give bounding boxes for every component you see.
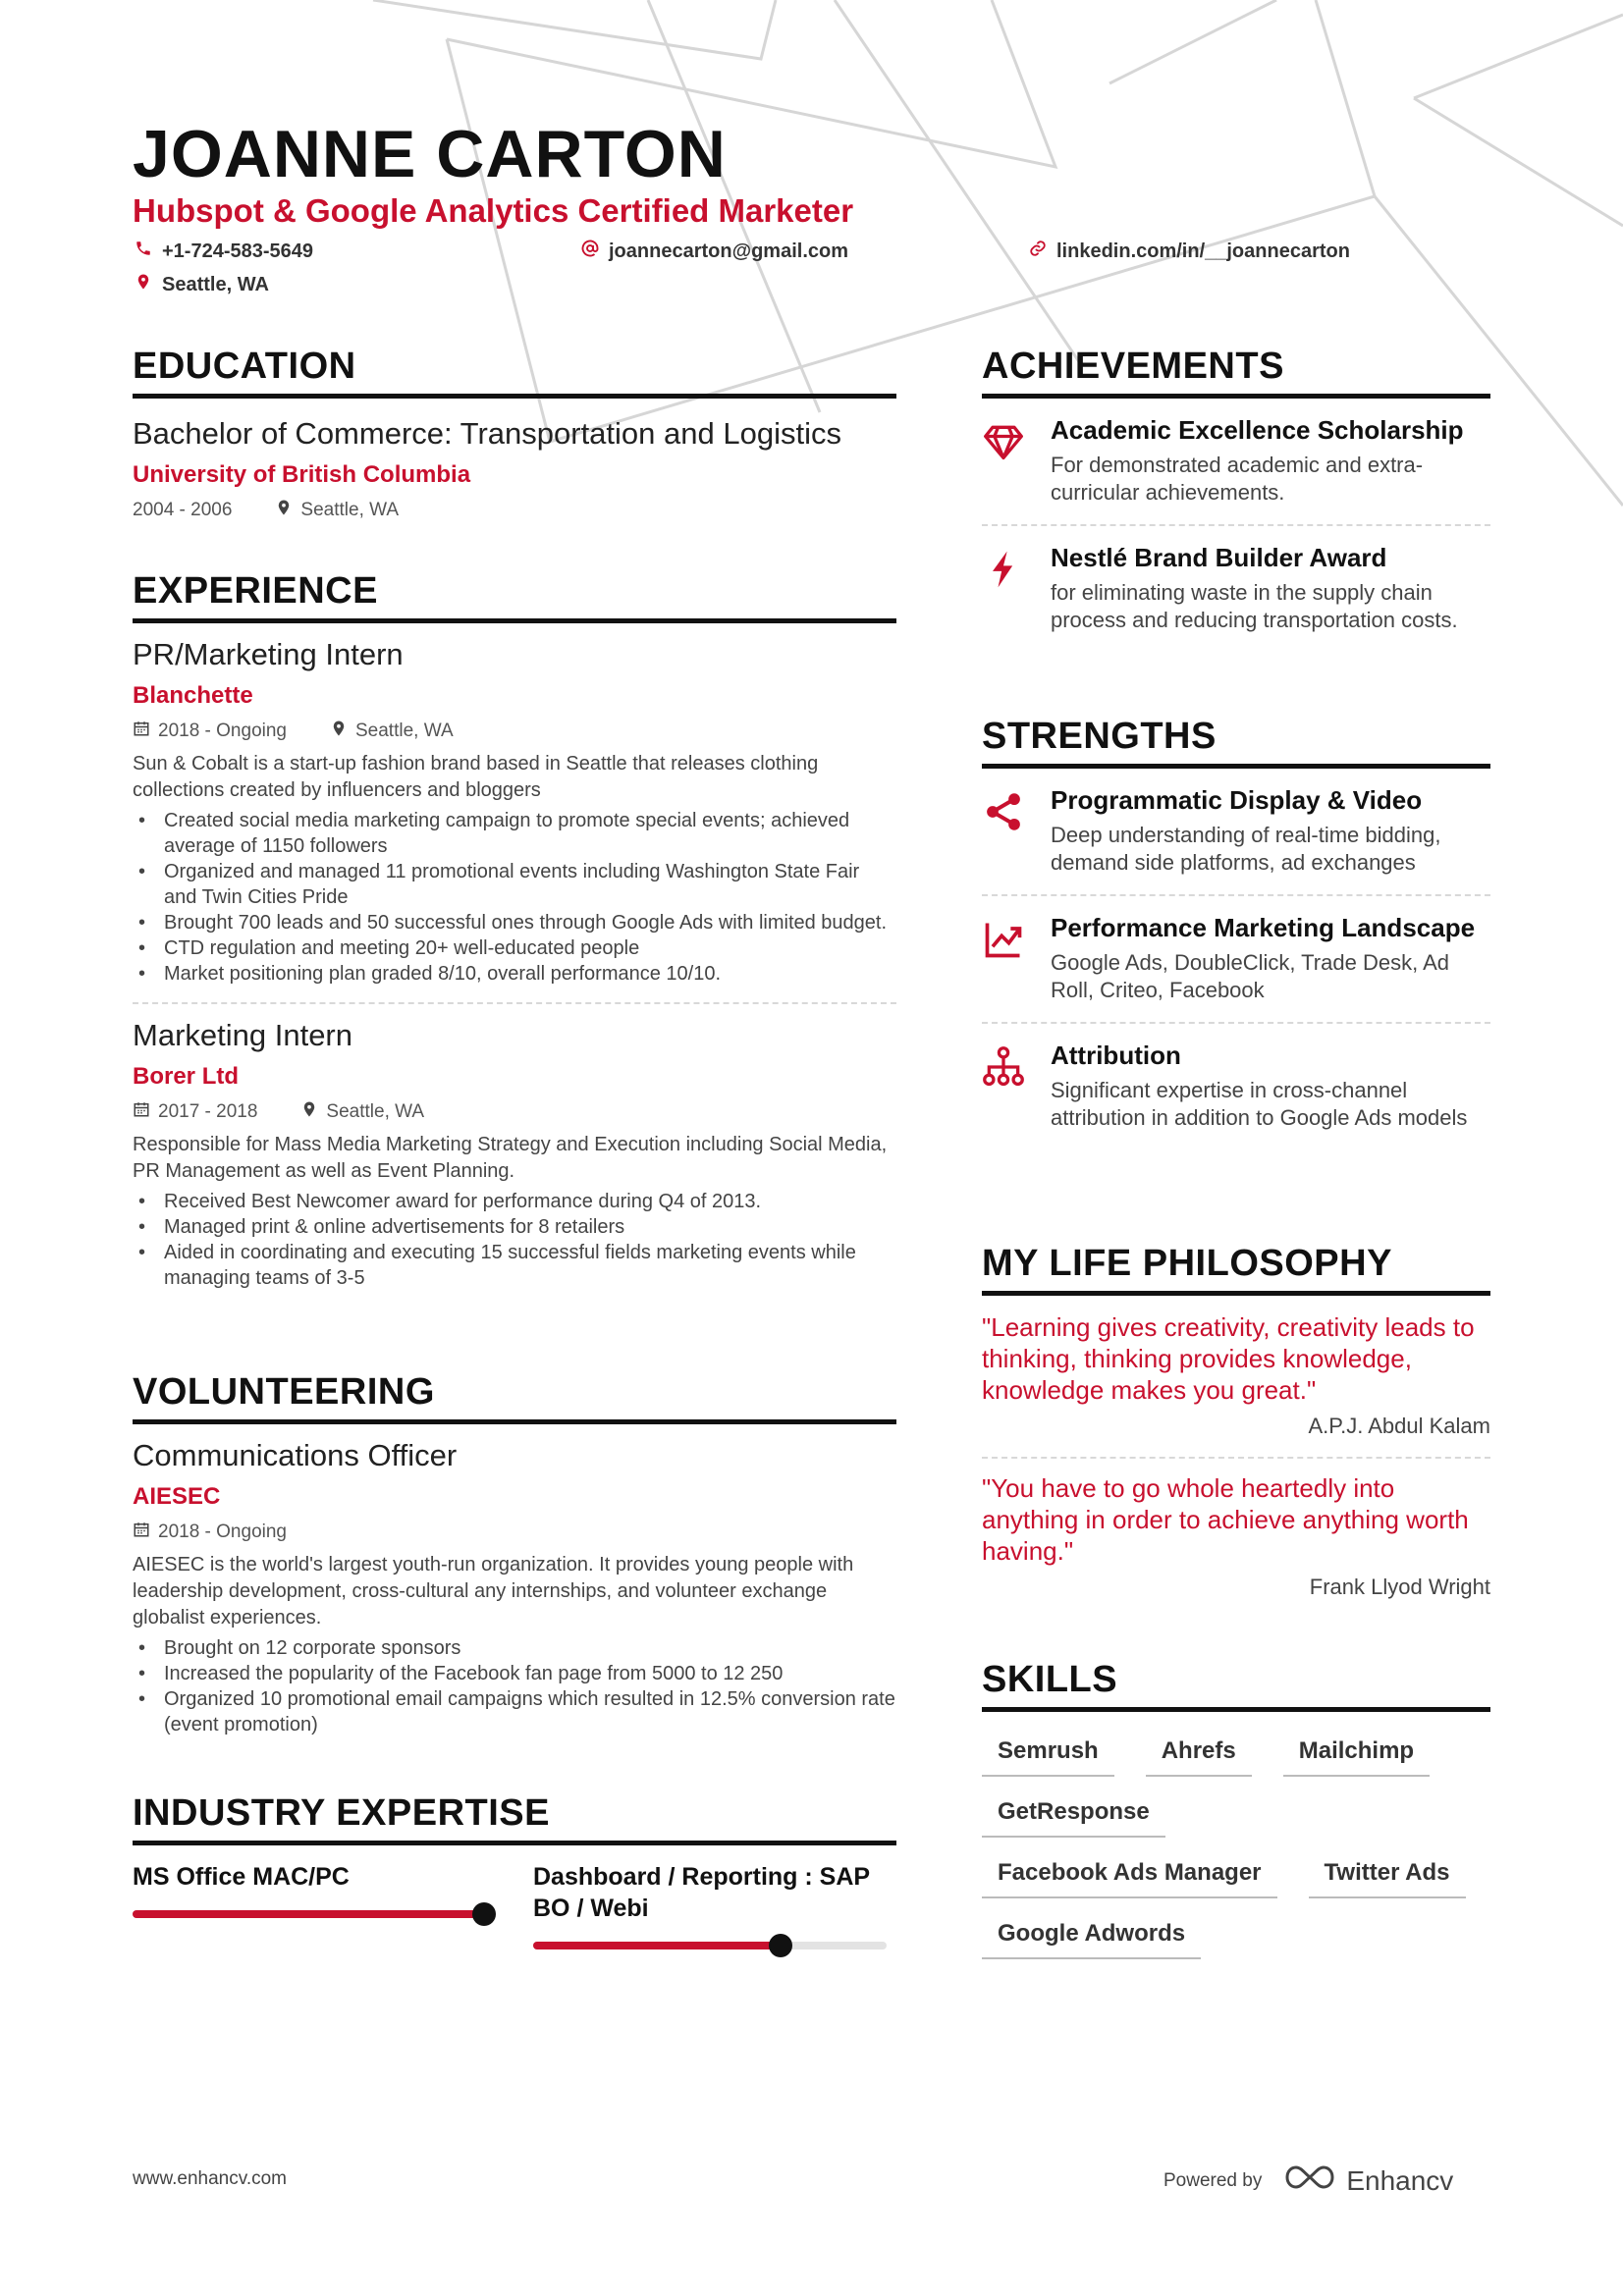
achievement-title: Academic Excellence Scholarship xyxy=(1051,415,1464,445)
bullet-item: • Organized and managed 11 promotional events including Washington State Fair and Twin Cities Pride xyxy=(133,859,896,910)
experience-section xyxy=(133,570,896,1291)
diamond-icon xyxy=(982,451,1025,467)
divider xyxy=(982,524,1490,526)
philosophy-section xyxy=(982,1243,1490,1600)
expertise-item xyxy=(533,1861,887,1949)
strength-title: Programmatic Display & Video xyxy=(1051,785,1423,815)
volunteer-org: AIESEC xyxy=(133,1483,221,1510)
school-name: University of British Columbia xyxy=(133,461,471,488)
job-location: Seattle, WA xyxy=(355,721,454,741)
hierarchy-icon xyxy=(982,1076,1025,1093)
achievement-description: for eliminating waste in the supply chain process and reducing transportation costs. xyxy=(1051,580,1458,632)
chart-line-icon xyxy=(982,948,1025,965)
quote-author: A.P.J. Abdul Kalam xyxy=(1308,1414,1490,1438)
bullet-item: • Increased the popularity of the Facebook fan page from 5000 to 12 250 xyxy=(133,1661,896,1686)
brand-name: Enhancv xyxy=(1346,2164,1454,2196)
divider xyxy=(982,1457,1490,1459)
bullet-item: • CTD regulation and meeting 20+ well-educated people xyxy=(133,935,896,961)
phone-text: +1-724-583-5649 xyxy=(162,240,314,262)
calendar-icon xyxy=(133,1521,150,1544)
education-meta xyxy=(133,499,896,522)
email-text: joannecarton@gmail.com xyxy=(609,240,848,262)
divider xyxy=(982,894,1490,896)
skill-tag: GetResponse xyxy=(982,1798,1165,1838)
skill-tag: Google Adwords xyxy=(982,1920,1201,1959)
strength-title: Attribution xyxy=(1051,1041,1181,1070)
skill-tag: Ahrefs xyxy=(1146,1737,1252,1777)
achievement-title: Nestlé Brand Builder Award xyxy=(1051,543,1387,572)
bullet-item: • Managed print & online advertisements for 8 retailers xyxy=(133,1214,896,1240)
expertise-label: MS Office MAC/PC xyxy=(133,1863,350,1891)
job-description: Sun & Cobalt is a start-up fashion brand based in Seattle that releases clothing collections created by influencers and bloggers xyxy=(133,753,819,801)
strength-item xyxy=(982,1040,1490,1132)
expertise-bar-fill xyxy=(133,1910,484,1918)
calendar-icon xyxy=(133,720,150,743)
skill-tag: Facebook Ads Manager xyxy=(982,1859,1277,1898)
strength-description: Deep understanding of real-time bidding, demand side platforms, ad exchanges xyxy=(1051,823,1441,875)
job-dates: 2017 - 2018 xyxy=(158,1101,258,1122)
divider xyxy=(982,1022,1490,1024)
strengths-heading: STRENGTHS xyxy=(982,716,1490,769)
expertise-item xyxy=(133,1861,484,1949)
job-entry xyxy=(133,1018,896,1291)
job-meta xyxy=(133,1100,896,1124)
education-dates: 2004 - 2006 xyxy=(133,500,233,520)
candidate-title: Hubspot & Google Analytics Certified Marketer xyxy=(133,192,854,229)
link-icon xyxy=(1029,240,1047,263)
volunteer-role: Communications Officer xyxy=(133,1438,458,1472)
achievement-item xyxy=(982,542,1490,634)
strength-title: Performance Marketing Landscape xyxy=(1051,913,1476,942)
job-company: Blanchette xyxy=(133,682,253,709)
achievements-heading: ACHIEVEMENTS xyxy=(982,346,1490,399)
strength-item xyxy=(982,784,1490,877)
at-icon xyxy=(581,240,599,263)
linkedin-text: linkedin.com/in/__joannecarton xyxy=(1056,240,1350,262)
job-bullets xyxy=(133,1189,896,1291)
job-dates: 2018 - Ongoing xyxy=(158,721,287,741)
divider xyxy=(133,1002,896,1004)
volunteer-description: AIESEC is the world's largest youth-run organization. It provides young people with leadership development, cross-cultural any internships, and volunteer exchange globalist experiences. xyxy=(133,1554,854,1629)
volunteering-section xyxy=(133,1371,896,1737)
phone-icon xyxy=(135,240,152,263)
strength-description: Google Ads, DoubleClick, Trade Desk, Ad Roll, Criteo, Facebook xyxy=(1051,950,1449,1002)
expertise-bar-knob xyxy=(769,1934,792,1957)
strengths-section xyxy=(982,716,1490,1132)
bullet-item: • Organized 10 promotional email campaigns which resulted in 12.5% conversion rate (event promotion) xyxy=(133,1686,896,1737)
skill-tag: Twitter Ads xyxy=(1309,1859,1466,1898)
industry-expertise-section xyxy=(133,1792,896,1949)
skills-heading: SKILLS xyxy=(982,1659,1490,1712)
bullet-item: • Market positioning plan graded 8/10, overall performance 10/10. xyxy=(133,961,896,987)
job-bullets xyxy=(133,808,896,987)
skill-tag: Mailchimp xyxy=(1283,1737,1430,1777)
bullet-item: • Brought on 12 corporate sponsors xyxy=(133,1635,896,1661)
enhancv-logo-icon xyxy=(1283,2163,1336,2199)
skill-tag: Semrush xyxy=(982,1737,1114,1777)
strength-description: Significant expertise in cross-channel attribution in addition to Google Ads models xyxy=(1051,1078,1468,1130)
footer-brand[interactable] xyxy=(1163,2163,1453,2199)
strength-item xyxy=(982,912,1490,1004)
location-text: Seattle, WA xyxy=(162,273,269,295)
calendar-icon xyxy=(133,1100,150,1124)
job-role: PR/Marketing Intern xyxy=(133,637,404,671)
job-company: Borer Ltd xyxy=(133,1063,239,1090)
job-meta xyxy=(133,720,896,743)
education-heading: EDUCATION xyxy=(133,346,896,399)
expertise-bar xyxy=(533,1942,887,1949)
phone-contact[interactable] xyxy=(135,240,313,263)
job-role: Marketing Intern xyxy=(133,1018,352,1052)
bullet-item: • Aided in coordinating and executing 15 successful fields marketing events while managing teams of 3-5 xyxy=(133,1240,896,1291)
achievement-item xyxy=(982,414,1490,507)
location-pin-icon xyxy=(300,1100,318,1124)
degree: Bachelor of Commerce: Transportation and Logistics xyxy=(133,416,841,451)
quote-author: Frank Llyod Wright xyxy=(1309,1575,1490,1599)
lightning-icon xyxy=(982,578,1025,595)
industry-expertise-heading: INDUSTRY EXPERTISE xyxy=(133,1792,896,1845)
skills-list xyxy=(982,1737,1490,1959)
expertise-label: Dashboard / Reporting : SAP BO / Webi xyxy=(533,1863,870,1922)
job-entry xyxy=(133,637,896,987)
expertise-bar-knob xyxy=(472,1902,496,1926)
quote-text: "Learning gives creativity, creativity leads to thinking, thinking provides knowledge, knowledge makes you great." xyxy=(982,1312,1475,1405)
quote-item xyxy=(982,1472,1490,1600)
bullet-item: • Received Best Newcomer award for performance during Q4 of 2013. xyxy=(133,1189,896,1214)
powered-by-text: Powered by xyxy=(1163,2169,1263,2191)
volunteer-dates: 2018 - Ongoing xyxy=(158,1522,287,1542)
bullet-item: • Created social media marketing campaign to promote special events; achieved average of 1150 followers xyxy=(133,808,896,859)
education-location: Seattle, WA xyxy=(300,500,400,520)
location-pin-icon xyxy=(330,720,348,743)
volunteer-bullets xyxy=(133,1635,896,1737)
volunteering-heading: VOLUNTEERING xyxy=(133,1371,896,1424)
education-section xyxy=(133,346,896,522)
quote-text: "You have to go whole heartedly into anything in order to achieve anything worth having." xyxy=(982,1473,1469,1566)
bullet-item: • Brought 700 leads and 50 successful ones through Google Ads with limited budget. xyxy=(133,910,896,935)
email-contact[interactable] xyxy=(581,240,848,263)
location-contact xyxy=(135,273,269,296)
volunteer-meta xyxy=(133,1521,896,1544)
quote-item xyxy=(982,1311,1490,1439)
candidate-name: JOANNE CARTON xyxy=(133,117,727,191)
expertise-bar xyxy=(133,1910,484,1918)
achievement-description: For demonstrated academic and extra-curricular achievements. xyxy=(1051,453,1424,505)
linkedin-contact[interactable] xyxy=(1029,240,1350,263)
expertise-bar-fill xyxy=(533,1942,781,1949)
share-icon xyxy=(982,821,1025,837)
job-description: Responsible for Mass Media Marketing Strategy and Execution including Social Media, PR Management as well as Event Planning. xyxy=(133,1134,888,1182)
experience-heading: EXPERIENCE xyxy=(133,570,896,623)
location-pin-icon xyxy=(135,273,152,296)
location-pin-icon xyxy=(275,499,293,522)
footer-website[interactable]: www.enhancv.com xyxy=(133,2168,287,2189)
achievements-section xyxy=(982,346,1490,634)
brand-logo xyxy=(1283,2163,1453,2199)
job-location: Seattle, WA xyxy=(326,1101,425,1122)
skills-section xyxy=(982,1659,1490,1959)
philosophy-heading: MY LIFE PHILOSOPHY xyxy=(982,1243,1490,1296)
